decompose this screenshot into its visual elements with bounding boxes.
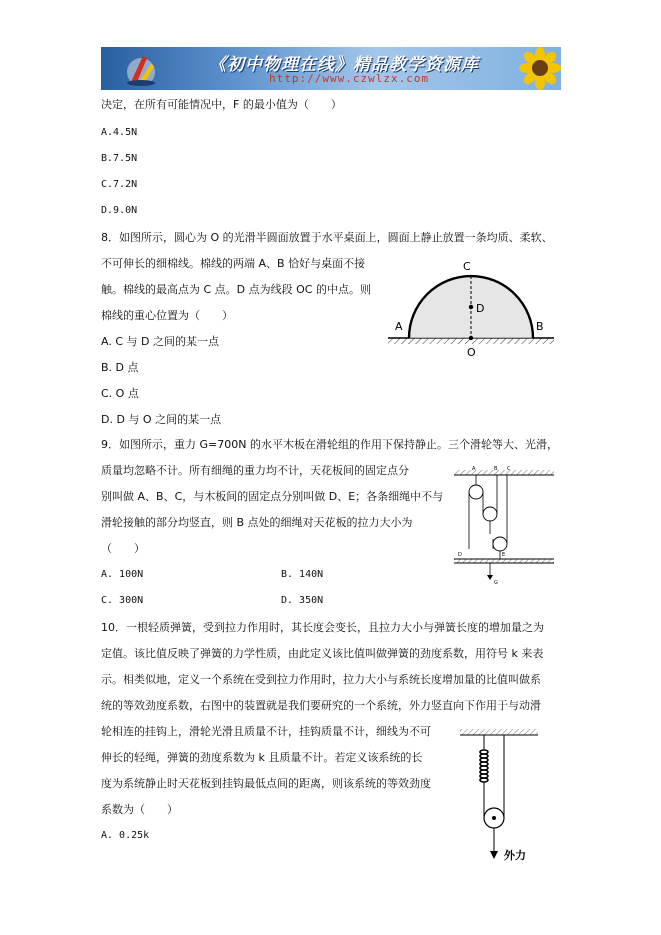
q9-option-b: B. 140N — [281, 569, 324, 580]
q9-line-1: 9．如图所示，重力 G=700N 的水平木板在滑轮组的作用下保持静止。三个滑轮等大、光滑， — [101, 438, 558, 451]
q7-option-a: A.4.5N — [101, 127, 138, 138]
q8-line-1: 8．如图所示，圆心为 O 的光滑半圆面放置于水平桌面上，圆面上静止放置一条均质、柔软、 — [101, 231, 553, 244]
label-d: D — [476, 302, 485, 315]
label-b: B — [494, 466, 498, 472]
q8-line-3: 触。棉线的最高点为 C 点。D 点为线段 OC 的中点。则 — [101, 283, 371, 296]
q8-option-a: A. C 与 D 之间的某一点 — [101, 335, 219, 348]
q10-option-a: A. 0.25k — [101, 830, 150, 841]
q9-pulley-figure — [450, 462, 560, 587]
point-o — [469, 336, 473, 340]
q10-line-6: 伸长的轻绳，弹簧的劲度系数为 k 且质量不计。若定义该系统的长 — [101, 751, 423, 764]
wooden-board — [454, 559, 554, 563]
q7-option-b: B.7.5N — [101, 153, 138, 164]
pulley-1 — [469, 485, 483, 499]
q10-line-7: 度为系统静止时天花板到挂钩最低点间的距离，则该系统的等效劲度 — [101, 777, 431, 790]
q9-option-d: D. 350N — [281, 595, 324, 606]
arrow-down-icon — [487, 575, 493, 580]
q8-semicircle-figure — [384, 255, 560, 361]
spring — [480, 750, 488, 782]
q10-line-1: 10．一根轻质弹簧，受到拉力作用时，其长度会变长，且拉力大小与弹簧长度的增加量之为 — [101, 621, 544, 634]
label-a: A — [472, 466, 476, 472]
label-g: G — [494, 580, 498, 586]
label-a: A — [395, 320, 403, 333]
logo-icon — [121, 50, 161, 88]
q9-option-c: C. 300N — [101, 595, 144, 606]
q10-line-4: 统的等效劲度系数，右图中的装置就是我们要研究的一个系统，外力竖直向下作用于与动滑 — [101, 699, 541, 712]
q7-tail: 决定，在所有可能情况中，F 的最小值为（ ） — [101, 98, 342, 111]
label-c: C — [507, 466, 511, 472]
label-external-force: 外力 — [504, 849, 526, 862]
q10-line-5: 轮相连的挂钩上，滑轮光滑且质量不计，挂钩质量不计，细线为不可 — [101, 725, 431, 738]
pulley-3 — [493, 537, 507, 551]
q8-option-d: D. D 与 O 之间的某一点 — [101, 413, 222, 426]
label-e: E — [502, 552, 506, 558]
label-o: O — [467, 346, 476, 359]
sunflower-icon — [519, 47, 561, 90]
q7-option-d: D.9.0N — [101, 205, 138, 216]
q10-line-8: 系数为（ ） — [101, 803, 178, 816]
label-b: B — [536, 320, 544, 333]
q8-option-b: B. D 点 — [101, 361, 139, 374]
ceiling — [460, 729, 538, 735]
q7-option-c: C.7.2N — [101, 179, 138, 190]
q9-line-2: 质量均忽略不计。所有细绳的重力均不计，天花板间的固定点分 — [101, 464, 409, 477]
q10-spring-pulley-figure — [458, 727, 548, 867]
q9-line-4: 滑轮接触的部分均竖直，则 B 点处的细绳对天花板的拉力大小为 — [101, 516, 413, 529]
ceiling — [454, 470, 554, 475]
q9-line-3: 别叫做 A、B、C，与木板间的固定点分别叫做 D、E；各条细绳中不与 — [101, 490, 444, 503]
q9-line-5: （ ） — [101, 542, 145, 555]
header-banner — [101, 47, 561, 90]
q8-line-4: 棉线的重心位置为（ ） — [101, 309, 233, 322]
q10-line-3: 示。相类似地，定义一个系统在受到拉力作用时，拉力大小与系统长度增加量的比值叫做系 — [101, 673, 541, 686]
banner-title: 《初中物理在线》精品教学资源库 — [209, 55, 479, 75]
label-c: C — [463, 260, 471, 273]
pulley-2 — [483, 507, 497, 521]
q10-line-2: 定值。该比值反映了弹簧的力学性质，由此定义该比值叫做弹簧的劲度系数，用符号 k 来表 — [101, 647, 544, 660]
q8-line-2: 不可伸长的细棉线。棉线的两端 A、B 恰好与桌面不接 — [101, 257, 366, 270]
label-d: D — [458, 552, 462, 558]
q9-option-a: A. 100N — [101, 569, 144, 580]
q8-option-c: C. O 点 — [101, 387, 139, 400]
banner-url: http://www.czwlzx.com — [269, 72, 430, 85]
point-d — [469, 305, 473, 309]
arrow-down-icon — [490, 851, 498, 859]
